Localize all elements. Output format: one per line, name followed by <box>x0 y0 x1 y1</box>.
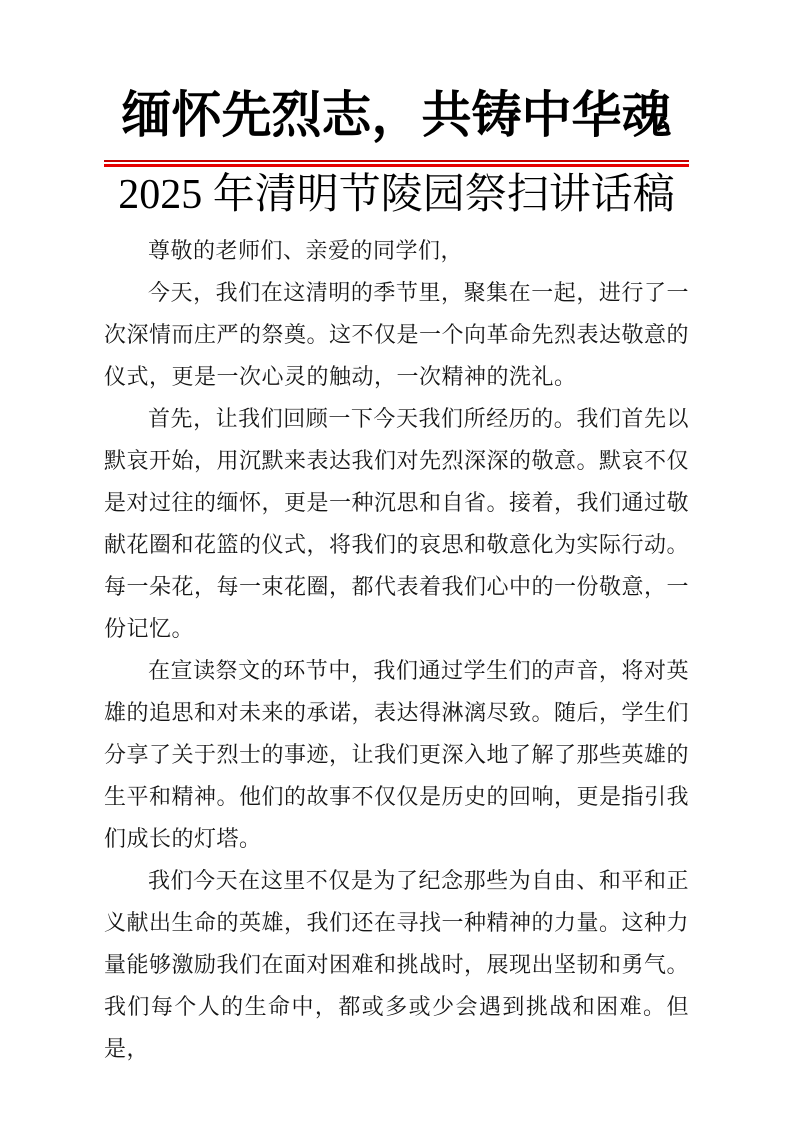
red-rule-thick-line <box>104 164 689 167</box>
body-paragraph: 今天，我们在这清明的季节里，聚集在一起，进行了一次深情而庄严的祭奠。这不仅是一个向革命先烈表达敬意的仪式，更是一次心灵的触动，一次精神的洗礼。 <box>104 280 690 389</box>
body-paragraph: 在宣读祭文的环节中，我们通过学生们的声音，将对英雄的追思和对未来的承诺，表达得淋漓尽致。随后，学生们分享了关于烈士的事迹，让我们更深入地了解了那些英雄的生平和精神。他们的故事不仅仅是历史的回响，更是指引我们成长的灯塔。 <box>104 658 690 851</box>
body-paragraph: 首先，让我们回顾一下今天我们所经历的。我们首先以默哀开始，用沉默来表达我们对先烈深深的敬意。默哀不仅是对过往的缅怀，更是一种沉思和自省。接着，我们通过敬献花圈和花篮的仪式，将我们的哀思和敬意化为实际行动。每一朵花，每一束花圈，都代表着我们心中的一份敬意，一份记忆。 <box>104 406 690 641</box>
document-subtitle: 2025 年清明节陵园祭扫讲话稿 <box>118 172 675 218</box>
red-double-rule <box>104 160 689 167</box>
body-paragraph: 我们今天在这里不仅是为了纪念那些为自由、和平和正义献出生命的英雄，我们还在寻找一种精神的力量。这种力量能够激励我们在面对困难和挑战时，展现出坚韧和勇气。我们每个人的生命中，都或多或少会遇到挑战和困难。但是， <box>104 868 690 1061</box>
document-main-title: 缅怀先烈志，共铸中华魂 <box>121 87 672 143</box>
body-paragraph: 尊敬的老师们、亲爱的同学们， <box>148 238 464 263</box>
document-body <box>104 230 689 1070</box>
